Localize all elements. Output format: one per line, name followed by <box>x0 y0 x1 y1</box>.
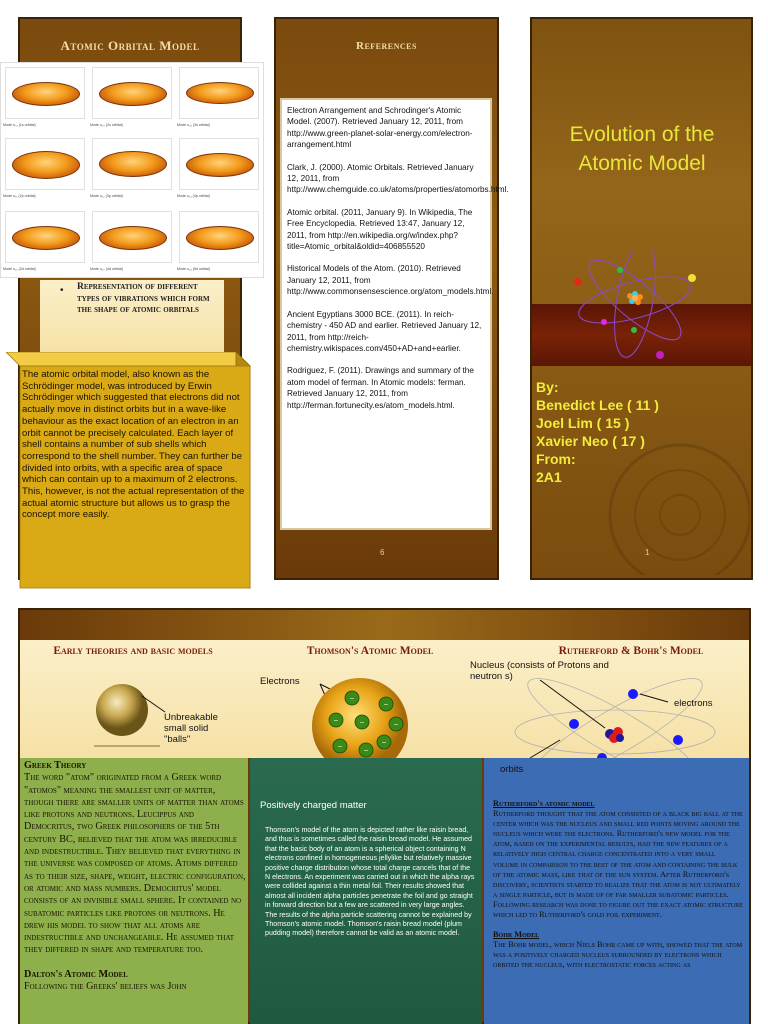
bullet-dot: • <box>60 285 64 296</box>
nucleus-label: Nucleus (consists of Protons and neutron s) <box>470 660 609 682</box>
references-title: References <box>356 40 417 52</box>
plum-pudding-illustration <box>300 676 430 766</box>
svg-text:−: − <box>337 742 343 751</box>
reference-item: Ancient Egyptians 3000 BCE. (2011). In reich-chemistry - 450 AD and earlier. Retrieved January 12, 2011, from http://reich-chemistry.wikispaces.com/450+AD+and+earlier. <box>287 309 482 353</box>
greek-theory-text-block <box>24 760 246 993</box>
thumb-3 <box>179 67 259 119</box>
bohr-text: The Bohr model, which Niels Bohr came up with, showed that the atom was a positively charged nucleus surrounded by electrons which orbited the nucleus, with electrostatic forces acting as <box>493 940 743 970</box>
greek-theory-heading: Greek Theory <box>24 760 87 771</box>
unbreakable-balls-label: Unbreakable small solid "balls" <box>164 712 218 745</box>
reference-item: Atomic orbital. (2011, January 9). In Wikipedia, The Free Encyclopedia. Retrieved 13:47, January 12, 2011, from http://en.wikipedia.org/w/index.php?title=Atomic_orbital&oldid=406855520 <box>287 207 473 252</box>
svg-text:−: − <box>359 718 365 727</box>
greek-theory-text: The word "atom" originated from a Greek word "atomos" meaning the smallest unit of matter, though there are smaller units of matter than atoms like protons and neutrons. Leucippus and Democritus, two Greek philosophers of the 5th century BC, believed that the atom was irreducible and indestructible. They believed that everything in the universe was composed of atoms. Atoms differed as to their size, shape, weight, electric configuration, or atomic and mass numbers. Democritus' model consists of an invisible small sphere. It contained no subatomic particles like protons or neutrons. He drew his model to show that all atoms are indestructible and unchangeable. He assumed that they differed in shape and temperature too. <box>24 772 246 956</box>
thumb-caption-5: Mode u₁₂ (3p orbital) <box>90 194 123 198</box>
thumb-caption-2: Mode u₀₂ (2s orbital) <box>90 123 123 127</box>
thumb-caption-4: Mode u₁₁ (2p orbital) <box>3 194 36 198</box>
thumb-caption-1: Mode u₀₁ (1s orbital) <box>3 123 36 127</box>
byline-class: 2A1 <box>536 469 562 485</box>
page-number-6: 6 <box>380 548 385 557</box>
dalton-text: Following the Greeks' beliefs was John <box>24 981 187 993</box>
byline-from: From: <box>536 451 576 467</box>
electrons-label: Electrons <box>260 676 300 687</box>
byline-author: Joel Lim ( 15 ) <box>536 415 630 431</box>
thomson-text: Thomson's model of the atom is depicted rather like raisin bread, and thus is sometimes called the raisin bread model. He assumed that the basic body of an atom is a spherical object containing N electrons confined in homogeneous jellylike but relatively massive positive charge distribution whose total charge cancels that of the N electrons. An experiment was carried out in which the alpha rays were collided against a thin metal foil. Their results showed that almost all incident alpha particles penetrate the foil and go straight in forward direction but a few are scattered in very large angles. The results of the alpha particle scattering cannot be explained by Thomson's atomic model. Thomson's raisin bread model (plum pudding model) therefore cannot be valid as an atomic model. <box>265 826 475 938</box>
references-list <box>280 98 509 530</box>
byline-author: Benedict Lee ( 11 ) <box>536 397 659 413</box>
cover-title: Evolution of the Atomic Model <box>569 123 715 175</box>
dalton-heading: Dalton's Atomic Model <box>24 968 128 980</box>
early-theories-title: Early theories and basic models <box>53 645 213 657</box>
rutherford-heading: Rutherford's atomic model <box>493 799 595 808</box>
rutherford-bohr-title: Rutherford & Bohr's Model <box>558 645 704 657</box>
thumb-1 <box>5 67 85 119</box>
thumb-5 <box>92 138 172 190</box>
svg-text:−: − <box>363 746 369 755</box>
thumb-7 <box>5 211 85 263</box>
orbital-bullet-text: Representation of different types of vibrations which form the shape of atomic orbitals <box>77 282 210 315</box>
thomson-title: Thomson's Atomic Model <box>306 645 434 657</box>
thumb-2 <box>92 67 172 119</box>
thumb-4 <box>5 138 85 190</box>
bottom-header-band <box>20 610 749 640</box>
thumb-8 <box>92 211 172 263</box>
rutherford-text: Rutherford thought that the atom consisted of a black big ball at the center which was the nucleus and small red points moving around the nucleus which were the electrons. Rutherford's new model for the atom, based on the experimental results, had the new features of a relatively high central charge concentrated into a very small volume in comparison to the rest of the atom and containing the bulk of the atomic mass, like that of the sun system. After Rutherford's discovery, scientists started to realize that the atom is not ultimately a single particle, but is made up of far smaller subatomic particles. Following research was done to figure out the exact atomic structure which led to Rutherford's gold foil experiment. <box>493 809 743 920</box>
reference-item: Historical Models of the Atom. (2010). Retrieved January 12, 2011, from http://www.commonsensescience.org/atom_models.html. <box>287 264 494 297</box>
svg-text:−: − <box>349 694 355 703</box>
orbits-label: orbits <box>500 764 524 775</box>
orbital-thumbnails <box>0 62 264 278</box>
byline-author: Xavier Neo ( 17 ) <box>536 433 645 449</box>
thumb-caption-3: Mode u₀₃ (3s orbital) <box>177 123 210 127</box>
thumb-6 <box>179 138 259 190</box>
reference-item: Rodriguez, F. (2011). Drawings and summary of the atom model of ferman. In Atomic models: ferman. Retrieved January 12, 2011, from http://ferman.fortunecity.es/atom_models.html. <box>287 366 474 410</box>
electrons-label-2: electrons <box>674 698 713 709</box>
orbital-paragraph: The atomic orbital model, also known as the Schrödinger model, was introduced by Erwin Schrödinger which suggested that electrons did not actually move in distinct orbits but in a wave-like behaviour as the exact location of an electron in an orbit cannot be precisely calculated. Each layer of shell contains a number of sub shells which correspond to the shell number. They can further be divided into orbits, with a specific area of space which can contain up to a maximum of 2 electrons. This, however, is not the actual representation of the actual atomic structure but allows us to grasp the concept more easily. <box>22 369 245 521</box>
thumb-caption-8: Mode u₂₂ (4d orbital) <box>90 267 123 271</box>
thumb-9 <box>179 211 259 263</box>
thumb-caption-6: Mode u₁₃ (4p orbital) <box>177 194 210 198</box>
svg-text:−: − <box>393 720 399 729</box>
svg-text:−: − <box>381 738 387 747</box>
thumb-caption-9: Mode u₂₃ (5d orbital) <box>177 267 211 271</box>
thumb-caption-7: Mode u₂₁ (3d orbital) <box>3 267 36 271</box>
reference-item: Electron Arrangement and Schrodinger's Atomic Model. (2007). Retrieved January 12, 2011, from http://www.green-planet-solar-energy.com/electron-arrangement.html <box>287 106 473 150</box>
positive-matter-label: Positively charged matter <box>260 800 367 811</box>
orbital-panel-title: Atomic Orbital Model <box>60 38 200 53</box>
reference-item: Clark, J. (2000). Atomic Orbitals. Retrieved January 12, 2011, from http://www.chemguide.co.uk/atoms/properties/atomorbs.html. <box>287 162 509 195</box>
page-number-1: 1 <box>645 548 650 557</box>
rutherford-text-block <box>493 799 743 971</box>
bohr-heading: Bohr Model <box>493 930 540 940</box>
atom-illustration <box>570 250 700 365</box>
byline-label: By: <box>536 379 559 395</box>
svg-text:−: − <box>333 716 339 725</box>
svg-text:−: − <box>383 700 389 709</box>
clock-gear-decoration <box>580 420 750 575</box>
